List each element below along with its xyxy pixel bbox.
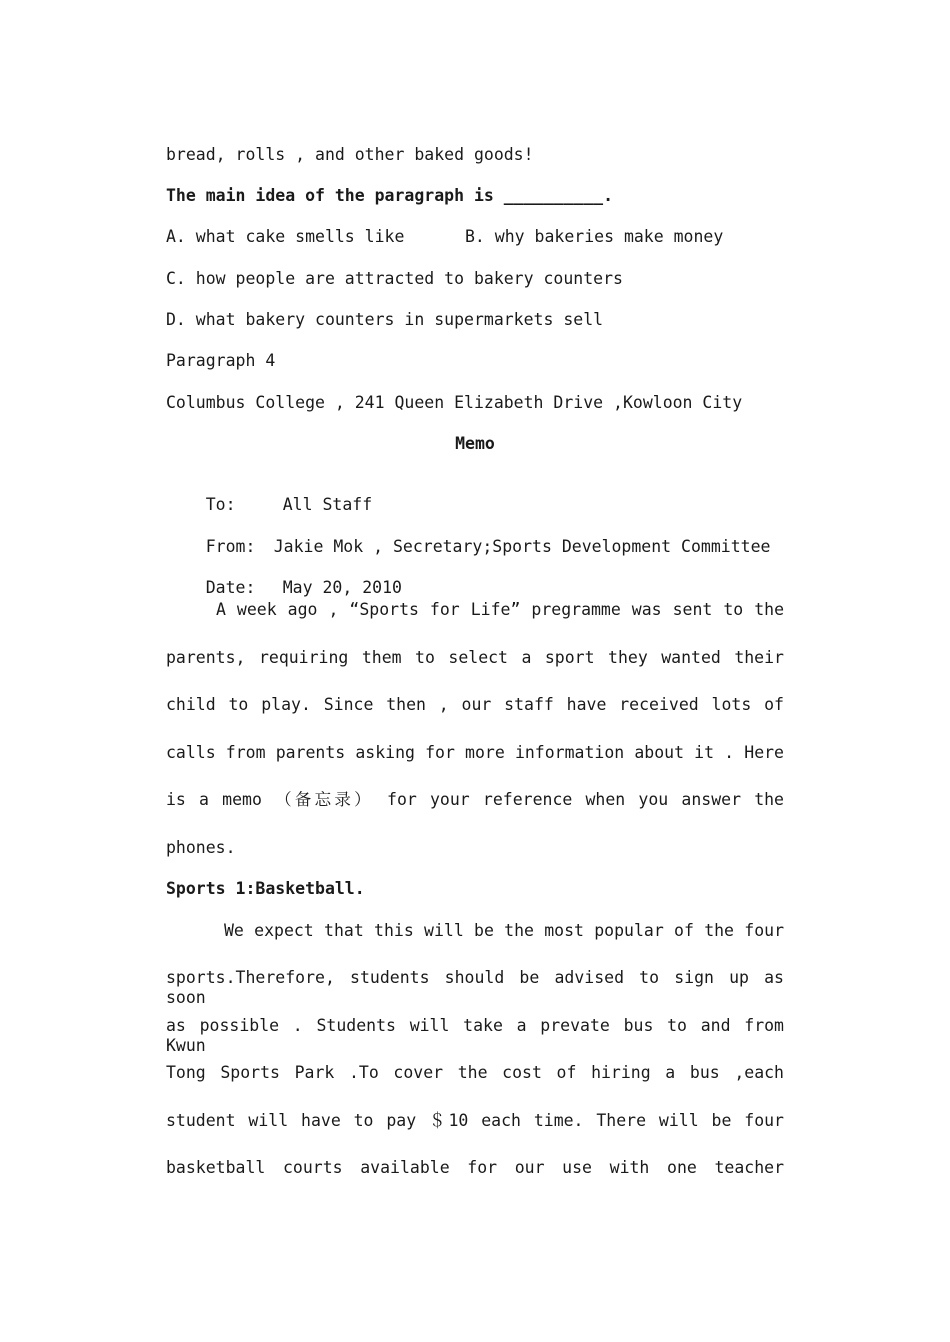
sports1-line: We expect that this will be the most popular of the four [224, 921, 784, 940]
question-main-idea: The main idea of the paragraph is __________. [166, 186, 614, 205]
memo-date-label: Date: [205, 578, 256, 597]
option-c: C. how people are attracted to bakery counters [166, 269, 623, 288]
memo-title: Memo [455, 434, 495, 453]
intro-line: phones. [166, 838, 236, 857]
sports1-line: sports.Therefore, students should be advised to sign up as soon [166, 968, 784, 1007]
paragraph-heading: Paragraph 4 [166, 351, 276, 370]
intro-line: A week ago , “Sports for Life” pregramme was sent to the [216, 600, 784, 619]
intro-line: is a memo （备忘录） for your reference when you answer the [166, 790, 784, 809]
option-d: D. what bakery counters in supermarkets sell [166, 310, 604, 329]
text-line: bread, rolls , and other baked goods! [166, 145, 534, 164]
option-b: B. why bakeries make money [465, 227, 724, 246]
intro-line: calls from parents asking for more information about it . Here [166, 743, 784, 762]
memo-date-value: May 20, 2010 [282, 578, 402, 597]
sports1-line: basketball courts available for our use with one teacher [166, 1158, 784, 1177]
memo-from-value: Jakie Mok , Secretary;Sports Development Committee [273, 537, 771, 556]
sports1-line: student will have to pay ＄10 each time. There will be four [166, 1111, 784, 1130]
intro-line: parents, requiring them to select a sport they wanted their [166, 648, 784, 667]
option-a: A. what cake smells like [166, 227, 405, 246]
memo-from-label: From: [205, 537, 256, 556]
memo-to-value: All Staff [282, 495, 373, 514]
sports1-heading: Sports 1:Basketball. [166, 879, 365, 898]
memo-address: Columbus College , 241 Queen Elizabeth Drive ,Kowloon City [166, 393, 743, 412]
memo-to-label: To: [205, 495, 236, 514]
sports1-line: Tong Sports Park .To cover the cost of hiring a bus ,each [166, 1063, 784, 1082]
intro-line: child to play. Since then , our staff have received lots of [166, 695, 784, 714]
sports1-line: as possible . Students will take a prevate bus to and from Kwun [166, 1016, 784, 1055]
